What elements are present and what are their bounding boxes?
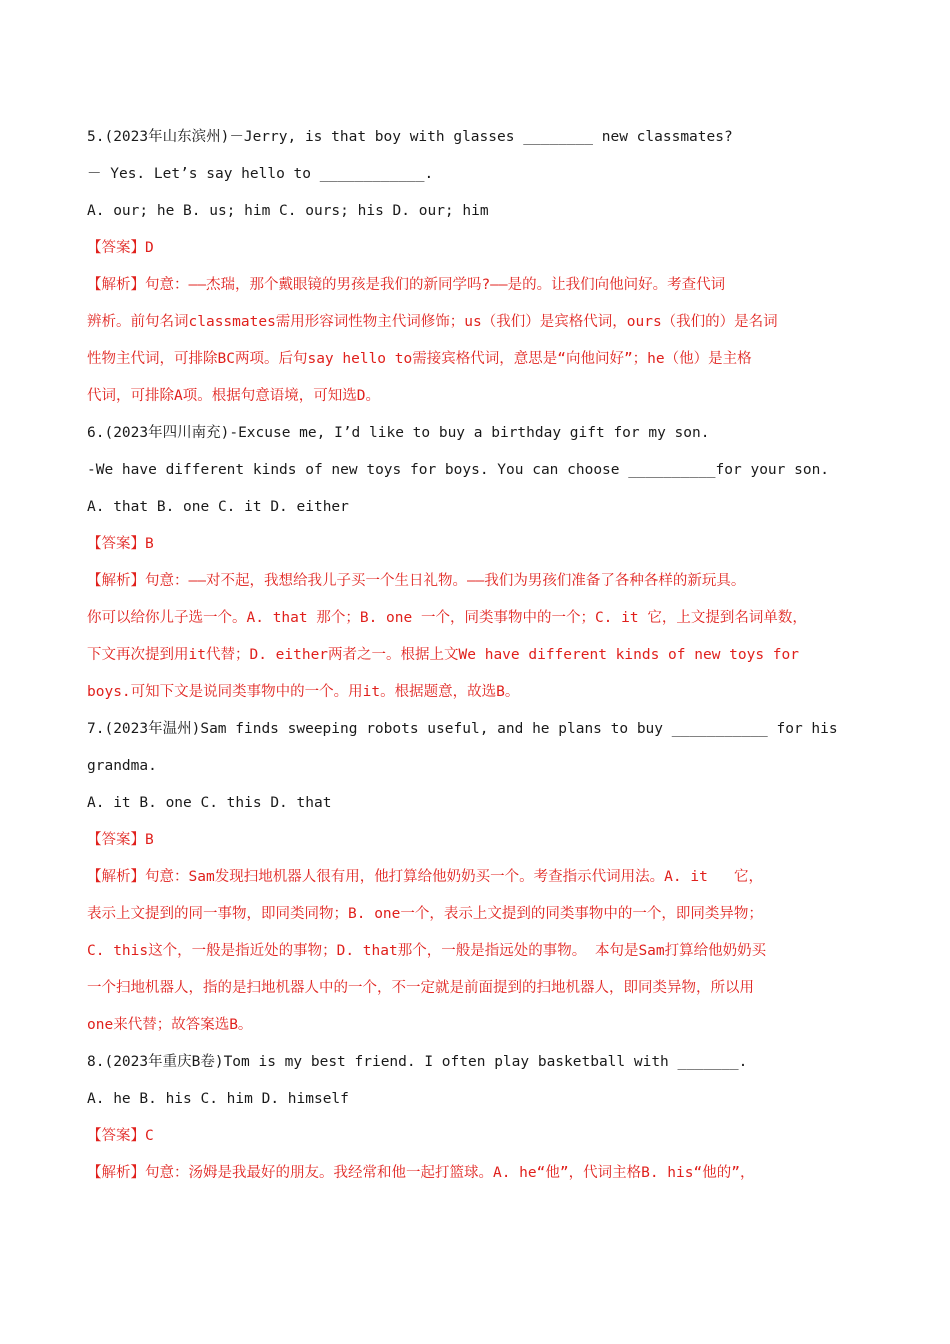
- answer-line: 【答案】D: [87, 240, 154, 256]
- question-line: A. that B. one C. it D. either: [87, 499, 349, 515]
- explanation-line: one来代替；故答案选B。: [87, 1017, 253, 1033]
- explanation-line: 代词，可排除A项。根据句意语境，可知选D。: [87, 388, 380, 404]
- explanation-line: 一个扫地机器人，指的是扫地机器人中的一个，不一定就是前面提到的扫地机器人，即同类异物，所以用: [87, 980, 754, 996]
- question-line: grandma.: [87, 758, 157, 774]
- question-line: A. he B. his C. him D. himself: [87, 1091, 349, 1107]
- explanation-line: 【解析】句意：——杰瑞，那个戴眼镜的男孩是我们的新同学吗?——是的。让我们向他问好。考查代词: [87, 277, 726, 293]
- explanation-line: 【解析】句意：汤姆是我最好的朋友。我经常和他一起打篮球。A. he“他”，代词主格B. his“他的”，: [87, 1165, 755, 1181]
- question-line: － Yes. Let’s say hello to ____________.: [87, 166, 434, 182]
- answer-line: 【答案】B: [87, 832, 154, 848]
- answer-line: 【答案】B: [87, 536, 154, 552]
- explanation-line: 表示上文提到的同一事物，即同类同物；B. one一个，表示上文提到的同类事物中的一个，即同类异物；: [87, 906, 763, 922]
- explanation-line: boys.可知下文是说同类事物中的一个。用it。根据题意，故选B。: [87, 684, 520, 700]
- question-line: 7.(2023年温州)Sam finds sweeping robots useful, and he plans to buy ___________ for his: [87, 721, 838, 737]
- question-line: A. our; he B. us; him C. ours; his D. our; him: [87, 203, 489, 219]
- question-line: 6.(2023年四川南充)-Excuse me, I’d like to buy a birthday gift for my son.: [87, 425, 710, 441]
- explanation-line: 【解析】句意：——对不起，我想给我儿子买一个生日礼物。——我们为男孩们准备了各种各样的新玩具。: [87, 573, 746, 589]
- document-page: [87, 119, 877, 1192]
- question-line: 8.(2023年重庆B卷)Tom is my best friend. I often play basketball with _______.: [87, 1054, 748, 1070]
- explanation-line: C. this这个，一般是指近处的事物；D. that那个，一般是指远处的事物。 本句是Sam打算给他奶奶买: [87, 943, 767, 959]
- explanation-line: 性物主代词，可排除BC两项。后句say hello to需接宾格代词，意思是“向他问好”；he（他）是主格: [87, 351, 752, 367]
- question-line: A. it B. one C. this D. that: [87, 795, 332, 811]
- question-line: -We have different kinds of new toys for boys. You can choose __________for your son.: [87, 462, 830, 478]
- question-line: 5.(2023年山东滨州)－Jerry, is that boy with glasses ________ new classmates?: [87, 129, 733, 145]
- explanation-line: 下文再次提到用it代替；D. either两者之一。根据上文We have different kinds of new toys for: [87, 647, 799, 663]
- explanation-line: 辨析。前句名词classmates需用形容词性物主代词修饰；us（我们）是宾格代词，ours（我们的）是名词: [87, 314, 778, 330]
- explanation-line: 你可以给你儿子选一个。A. that 那个；B. one 一个，同类事物中的一个；C. it 它，上文提到名词单数，: [87, 610, 807, 626]
- answer-line: 【答案】C: [87, 1128, 154, 1144]
- explanation-line: 【解析】句意：Sam发现扫地机器人很有用，他打算给他奶奶买一个。考查指示代词用法。A. it 它，: [87, 869, 764, 885]
